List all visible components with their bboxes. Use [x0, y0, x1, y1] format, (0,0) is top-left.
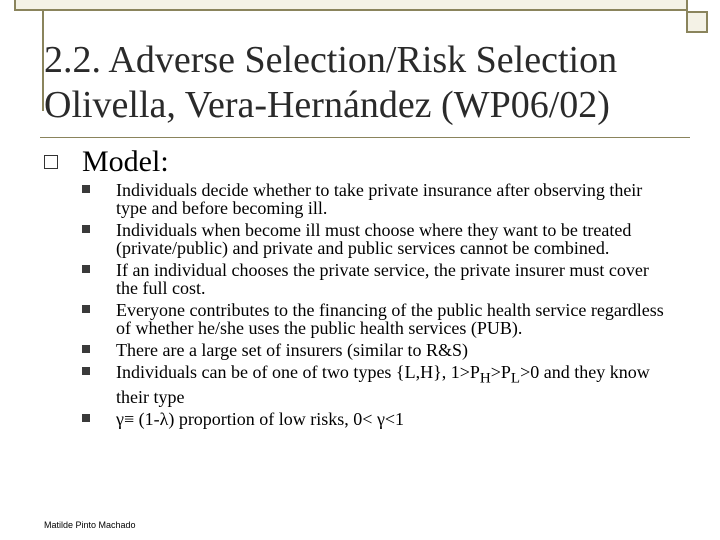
- list-item-text: Individuals when become ill must choose where they want to be treated (private/public) and private and public services cannot be combined.: [116, 220, 632, 258]
- list-item: [82, 363, 672, 406]
- square-bullet-icon: [82, 367, 90, 375]
- list-item: [82, 410, 672, 428]
- slide-title: [44, 38, 694, 128]
- list-item-text: Everyone contributes to the financing of the public health service regardless of whether he/she uses the public health services (PUB).: [116, 300, 664, 338]
- list-item-text: If an individual chooses the private service, the private insurer must cover the full cost.: [116, 260, 649, 298]
- square-bullet-icon: [82, 265, 90, 273]
- list-item-text: Individuals can be of one of two types {L,H}, $1>P_H>P_L>0$ and they know their type: [116, 362, 650, 407]
- square-bullet-icon: [82, 225, 90, 233]
- title-line-2: Olivella, Vera-Hernández (WP06/02): [44, 84, 610, 126]
- square-bullet-icon: [82, 185, 90, 193]
- square-bullet-icon: [82, 414, 90, 422]
- title-divider: [40, 137, 690, 138]
- bullet-list: [82, 181, 672, 432]
- list-item: [82, 341, 672, 359]
- hollow-square-bullet-icon: [44, 155, 58, 169]
- top-decorative-bar: [14, 0, 688, 11]
- list-item-text: γ≡ (1-λ) proportion of low risks, 0< γ<1: [116, 408, 405, 429]
- list-item: [82, 221, 672, 257]
- list-item: [82, 181, 672, 217]
- list-item-text: Individuals decide whether to take private insurance after observing their type and before becoming ill.: [116, 180, 643, 218]
- list-item: [82, 261, 672, 297]
- corner-decorative-square: [686, 11, 708, 33]
- square-bullet-icon: [82, 305, 90, 313]
- section-heading: Model:: [82, 145, 169, 178]
- title-line-1: 2.2. Adverse Selection/Risk Selection: [44, 39, 618, 81]
- square-bullet-icon: [82, 345, 90, 353]
- list-item-text: There are a large set of insurers (similar to R&S): [116, 340, 469, 360]
- list-item: [82, 301, 672, 337]
- footer-author: Matilde Pinto Machado: [44, 520, 136, 530]
